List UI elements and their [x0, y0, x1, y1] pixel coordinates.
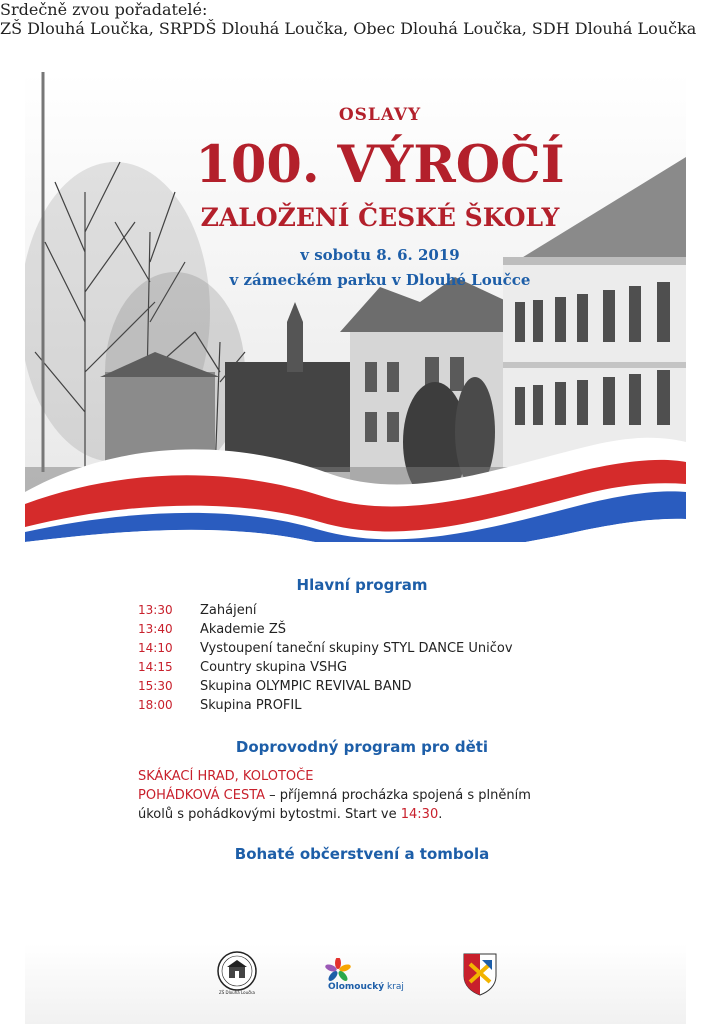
event-date: v sobotu 8. 6. 2019	[300, 246, 460, 264]
kids-program-text	[138, 767, 658, 824]
region-name	[328, 982, 404, 992]
start-end: .	[438, 807, 443, 822]
page-subtitle: ZALOŽENÍ ČESKÉ ŠKOLY	[200, 203, 560, 232]
kids-line-start	[138, 805, 658, 824]
schedule-time: 18:00	[138, 698, 173, 712]
main-program-heading: Hlavní program	[296, 576, 428, 594]
schedule-activity: Country skupina VSHG	[200, 660, 348, 675]
kids-line-attractions: SKÁKACÍ HRAD, KOLOTOČE	[138, 769, 314, 784]
village-coat-of-arms	[462, 952, 498, 996]
fairytale-label: POHÁDKOVÁ CESTA	[138, 788, 266, 803]
schedule-time: 13:40	[138, 622, 173, 636]
region-name-bold: Olomoucký	[328, 982, 385, 992]
page-title: 100. VÝROČÍ	[195, 135, 565, 195]
schedule-row	[138, 622, 658, 641]
kids-line-fairytale	[138, 786, 658, 805]
schedule-activity: Akademie ZŠ	[200, 622, 286, 637]
schedule-row	[138, 603, 658, 622]
schedule-row	[138, 698, 658, 717]
event-place: v zámeckém parku v Dlouhé Loučce	[229, 271, 531, 289]
schedule-activity: Skupina PROFIL	[200, 698, 302, 713]
schedule-time: 13:30	[138, 603, 173, 617]
refreshments-heading: Bohaté občerstvení a tombola	[234, 845, 490, 863]
fairytale-description: – příjemná procházka spojená s plněním	[265, 788, 531, 803]
schedule-time: 15:30	[138, 679, 173, 693]
program-schedule	[138, 603, 658, 717]
schedule-activity: Skupina OLYMPIC REVIVAL BAND	[200, 679, 412, 694]
start-time: 14:30	[400, 807, 439, 822]
schedule-row	[138, 679, 658, 698]
schedule-row	[138, 641, 658, 660]
kicker-text: OSLAVY	[338, 105, 422, 125]
kids-program-heading: Doprovodný program pro děti	[235, 738, 489, 756]
organizers-list: ZŠ Dlouhá Loučka, SRPDŠ Dlouhá Loučka, Obec Dlouhá Loučka, SDH Dlouhá Loučka	[0, 19, 697, 38]
schedule-activity: Zahájení	[200, 603, 257, 618]
schedule-row	[138, 660, 658, 679]
schedule-time: 14:10	[138, 641, 173, 655]
start-text: úkolů s pohádkovými bytostmi. Start ve	[138, 807, 401, 822]
schedule-time: 14:15	[138, 660, 173, 674]
school-logo-caption: ZŠ Dlouhá Loučka	[218, 990, 256, 995]
organizers-intro: Srdečně zvou pořadatelé:	[0, 0, 208, 19]
schedule-activity: Vystoupení taneční skupiny STYL DANCE Uničov	[200, 641, 513, 656]
region-suffix: kraj	[384, 982, 404, 992]
